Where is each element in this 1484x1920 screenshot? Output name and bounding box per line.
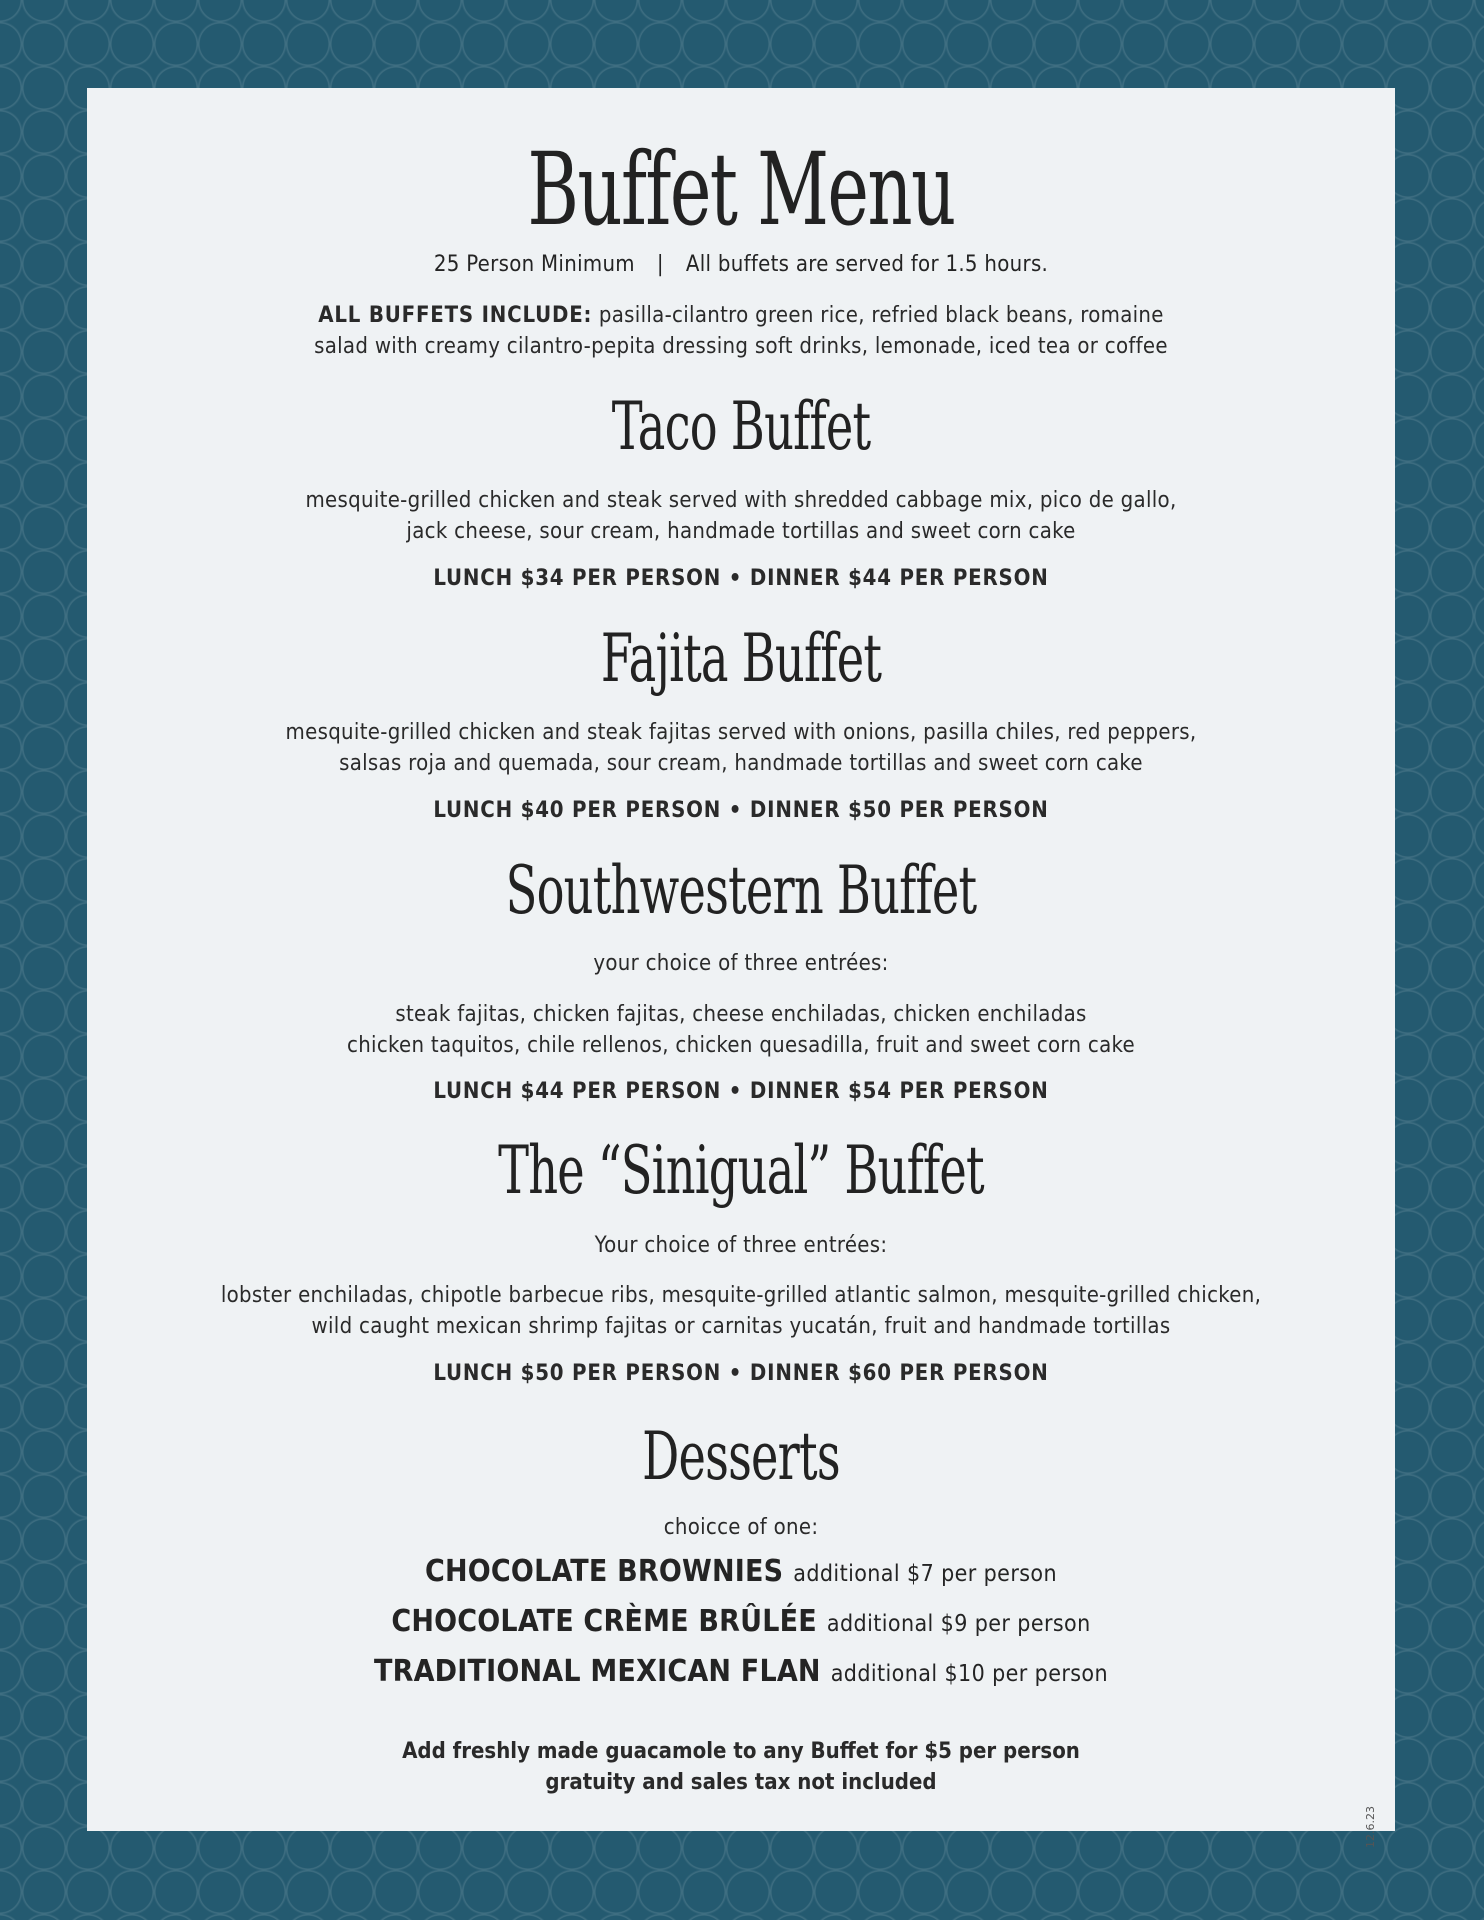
southwestern-line1: steak fajitas, chicken fajitas, cheese enchiladas, chicken enchiladas [395, 1002, 1087, 1027]
guacamole-note: Add freshly made guacamole to any Buffet for $5 per person [402, 1739, 1080, 1764]
includes-line1: pasilla-cilantro green rice, refried black beans, romaine [598, 303, 1164, 328]
southwestern-section [87, 852, 1395, 929]
taco-section [87, 388, 1395, 465]
menu-title: Buffet Menu [527, 131, 955, 248]
dessert-extra: additional $10 per person [830, 1661, 1108, 1687]
menu-panel [87, 88, 1395, 1848]
menu-subheader [87, 252, 1395, 277]
sinigual-title: The “Sinigual” Buffet [498, 1132, 984, 1209]
southwestern-title: Southwestern Buffet [505, 852, 977, 929]
fajita-description [87, 717, 1395, 779]
fajita-section [87, 620, 1395, 697]
sinigual-line2: wild caught mexican shrimp fajitas or carnitas yucatán, fruit and handmade tortillas [311, 1314, 1171, 1339]
dessert-name: CHOCOLATE CRÈME BRÛLÉE [391, 1604, 817, 1639]
separator: | [656, 252, 664, 277]
southwestern-price: LUNCH $44 PER PERSON • DINNER $54 PER PERSON [433, 1079, 1049, 1104]
taco-title: Taco Buffet [611, 388, 871, 465]
sinigual-section [87, 1132, 1395, 1209]
dessert-item [87, 1654, 1395, 1689]
sinigual-price: LUNCH $50 PER PERSON • DINNER $60 PER PERSON [433, 1361, 1049, 1386]
duration-note: All buffets are served for 1.5 hours. [685, 252, 1049, 277]
southwestern-line2: chicken taquitos, chile rellenos, chicken quesadilla, fruit and sweet corn cake [347, 1033, 1135, 1058]
desserts-section [87, 1418, 1395, 1495]
taco-description [87, 485, 1395, 547]
desserts-choice: choicce of one: [663, 1515, 819, 1540]
version-stamp: 12.6.23 [1364, 1806, 1377, 1848]
sinigual-line1: lobster enchiladas, chipotle barbecue ribs, mesquite-grilled atlantic salmon, mesquite-grilled chicken, [220, 1283, 1262, 1308]
includes-line2: salad with creamy cilantro-pepita dressing soft drinks, lemonade, iced tea or coffee [314, 334, 1168, 359]
taco-line2: jack cheese, sour cream, handmade tortillas and sweet corn cake [406, 519, 1076, 544]
taco-price: LUNCH $34 PER PERSON • DINNER $44 PER PERSON [433, 566, 1049, 591]
fajita-line1: mesquite-grilled chicken and steak fajitas served with onions, pasilla chiles, red peppers, [285, 720, 1197, 745]
includes-label: ALL BUFFETS INCLUDE: [318, 303, 593, 328]
dessert-item [87, 1554, 1395, 1589]
dessert-name: TRADITIONAL MEXICAN FLAN [373, 1654, 821, 1689]
sinigual-choice: Your choice of three entrées: [594, 1233, 888, 1258]
tax-note: gratuity and sales tax not included [545, 1770, 937, 1795]
dessert-extra: additional $9 per person [826, 1611, 1091, 1637]
southwestern-choice: your choice of three entrées: [593, 951, 889, 976]
buffet-includes [87, 300, 1395, 362]
fajita-line2: salsas roja and quemada, sour cream, handmade tortillas and sweet corn cake [339, 751, 1143, 776]
dessert-item [87, 1604, 1395, 1639]
fajita-title: Fajita Buffet [600, 620, 882, 697]
dessert-extra: additional $7 per person [793, 1561, 1057, 1587]
taco-line1: mesquite-grilled chicken and steak served with shredded cabbage mix, pico de gallo, [305, 488, 1177, 513]
dessert-name: CHOCOLATE BROWNIES [425, 1554, 784, 1589]
fajita-price: LUNCH $40 PER PERSON • DINNER $50 PER PERSON [433, 798, 1049, 823]
footer-notes [87, 1736, 1395, 1798]
southwestern-description [87, 999, 1395, 1061]
sinigual-description [87, 1280, 1395, 1342]
minimum-note: 25 Person Minimum [433, 252, 635, 277]
desserts-title: Desserts [642, 1418, 840, 1495]
